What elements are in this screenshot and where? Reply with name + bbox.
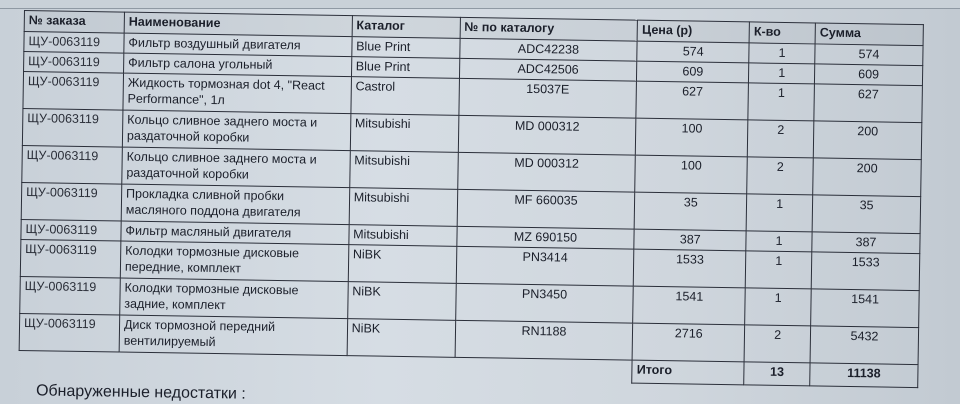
name-cell: Фильтр воздушный двигателя (124, 33, 352, 57)
qty-cell: 1 (745, 251, 811, 289)
invoice-table (18, 10, 924, 388)
name-cell: Кольцо сливное заднего моста и раздаточной коробки (122, 110, 350, 151)
sum-cell: 1533 (811, 252, 919, 291)
order-cell: ЩУ-0063119 (20, 239, 121, 278)
catalog-no-cell: MD 000312 (458, 115, 636, 155)
catalog-no-cell: MF 660035 (457, 189, 635, 229)
catalog-cell: Mitsubishi (349, 225, 457, 247)
header-name: Наименование (124, 12, 352, 37)
qty-cell: 1 (749, 63, 815, 84)
order-cell: ЩУ-0063119 (22, 108, 123, 147)
order-cell: ЩУ-0063119 (19, 313, 120, 352)
catalog-cell: NiBK (347, 282, 455, 321)
sum-cell: 387 (812, 232, 920, 254)
order-cell: ЩУ-0063119 (22, 145, 123, 184)
header-qty: К-во (749, 22, 815, 44)
header-order: № заказа (24, 11, 124, 34)
order-cell: ЩУ-0063119 (20, 276, 121, 315)
name-cell: Кольцо сливное заднего моста и раздаточной коробки (122, 147, 350, 188)
price-cell: 100 (635, 155, 747, 194)
sum-cell: 35 (812, 195, 920, 234)
catalog-no-cell: PN3450 (455, 283, 633, 323)
catalog-cell: Castrol (351, 77, 459, 116)
price-cell: 627 (636, 81, 748, 120)
sum-cell: 574 (815, 44, 923, 66)
order-cell: ЩУ-0063119 (21, 182, 122, 221)
name-cell: Диск тормозной передний вентилируемый (119, 315, 347, 356)
catalog-cell: NiBK (347, 319, 455, 358)
qty-cell: 1 (746, 231, 812, 252)
price-cell: 1533 (634, 249, 746, 288)
order-cell: ЩУ-0063119 (24, 32, 124, 54)
qty-cell: 2 (747, 120, 813, 158)
sum-cell: 200 (813, 121, 921, 160)
price-cell: 2716 (632, 323, 744, 362)
sum-cell: 609 (815, 64, 923, 86)
price-cell: 100 (636, 118, 748, 157)
name-cell: Жидкость тормозная dot 4, "React Performance", 1л (123, 73, 351, 114)
sum-cell: 1541 (811, 289, 919, 328)
name-cell: Прокладка сливной пробки масляного поддона двигателя (121, 184, 349, 225)
defects-note: Обнаруженные недостатки : (35, 382, 246, 403)
catalog-cell: Mitsubishi (349, 151, 457, 190)
catalog-cell: Mitsubishi (350, 114, 458, 153)
sum-cell: 5432 (810, 326, 918, 365)
catalog-no-cell: MD 000312 (457, 152, 635, 192)
catalog-cell: Blue Print (351, 37, 459, 59)
catalog-cell: Blue Print (351, 57, 459, 79)
header-catalog: Каталог (352, 16, 460, 39)
catalog-no-cell: ADC42238 (459, 38, 637, 61)
name-cell: Колодки тормозные дисковые передние, комплект (120, 241, 348, 282)
header-catalog-no: № по каталогу (460, 17, 638, 41)
order-cell: ЩУ-0063119 (21, 219, 121, 241)
page-edge (0, 0, 960, 9)
order-cell: ЩУ-0063119 (24, 52, 124, 74)
order-cell: ЩУ-0063119 (23, 72, 124, 111)
qty-cell: 2 (744, 325, 810, 363)
sum-cell: 200 (813, 158, 921, 197)
qty-cell: 1 (745, 288, 811, 326)
catalog-cell: Mitsubishi (349, 188, 457, 227)
price-cell: 1541 (633, 286, 745, 325)
total-sum: 11138 (810, 363, 918, 388)
total-label: Итого (632, 360, 744, 385)
catalog-no-cell: PN3414 (456, 246, 634, 286)
sum-cell: 627 (814, 84, 922, 123)
qty-cell: 1 (748, 83, 814, 121)
catalog-no-cell: 15037E (458, 78, 636, 118)
name-cell: Фильтр масляный двигателя (121, 221, 349, 245)
price-cell: 574 (637, 41, 749, 63)
price-cell: 35 (634, 192, 746, 231)
total-qty: 13 (744, 362, 810, 386)
header-price: Цена (р) (637, 20, 749, 43)
qty-cell: 2 (747, 157, 813, 195)
header-sum: Сумма (815, 23, 923, 46)
qty-cell: 1 (749, 43, 815, 64)
qty-cell: 1 (746, 194, 812, 232)
catalog-no-cell: ADC42506 (459, 58, 637, 81)
name-cell: Фильтр салона угольный (123, 53, 351, 77)
price-cell: 609 (637, 61, 749, 83)
catalog-cell: NiBK (348, 245, 456, 284)
price-cell: 387 (634, 229, 746, 251)
name-cell: Колодки тормозные дисковые задние, комплект (120, 278, 348, 319)
catalog-no-cell: RN1188 (455, 320, 633, 360)
catalog-no-cell: MZ 690150 (456, 226, 634, 249)
